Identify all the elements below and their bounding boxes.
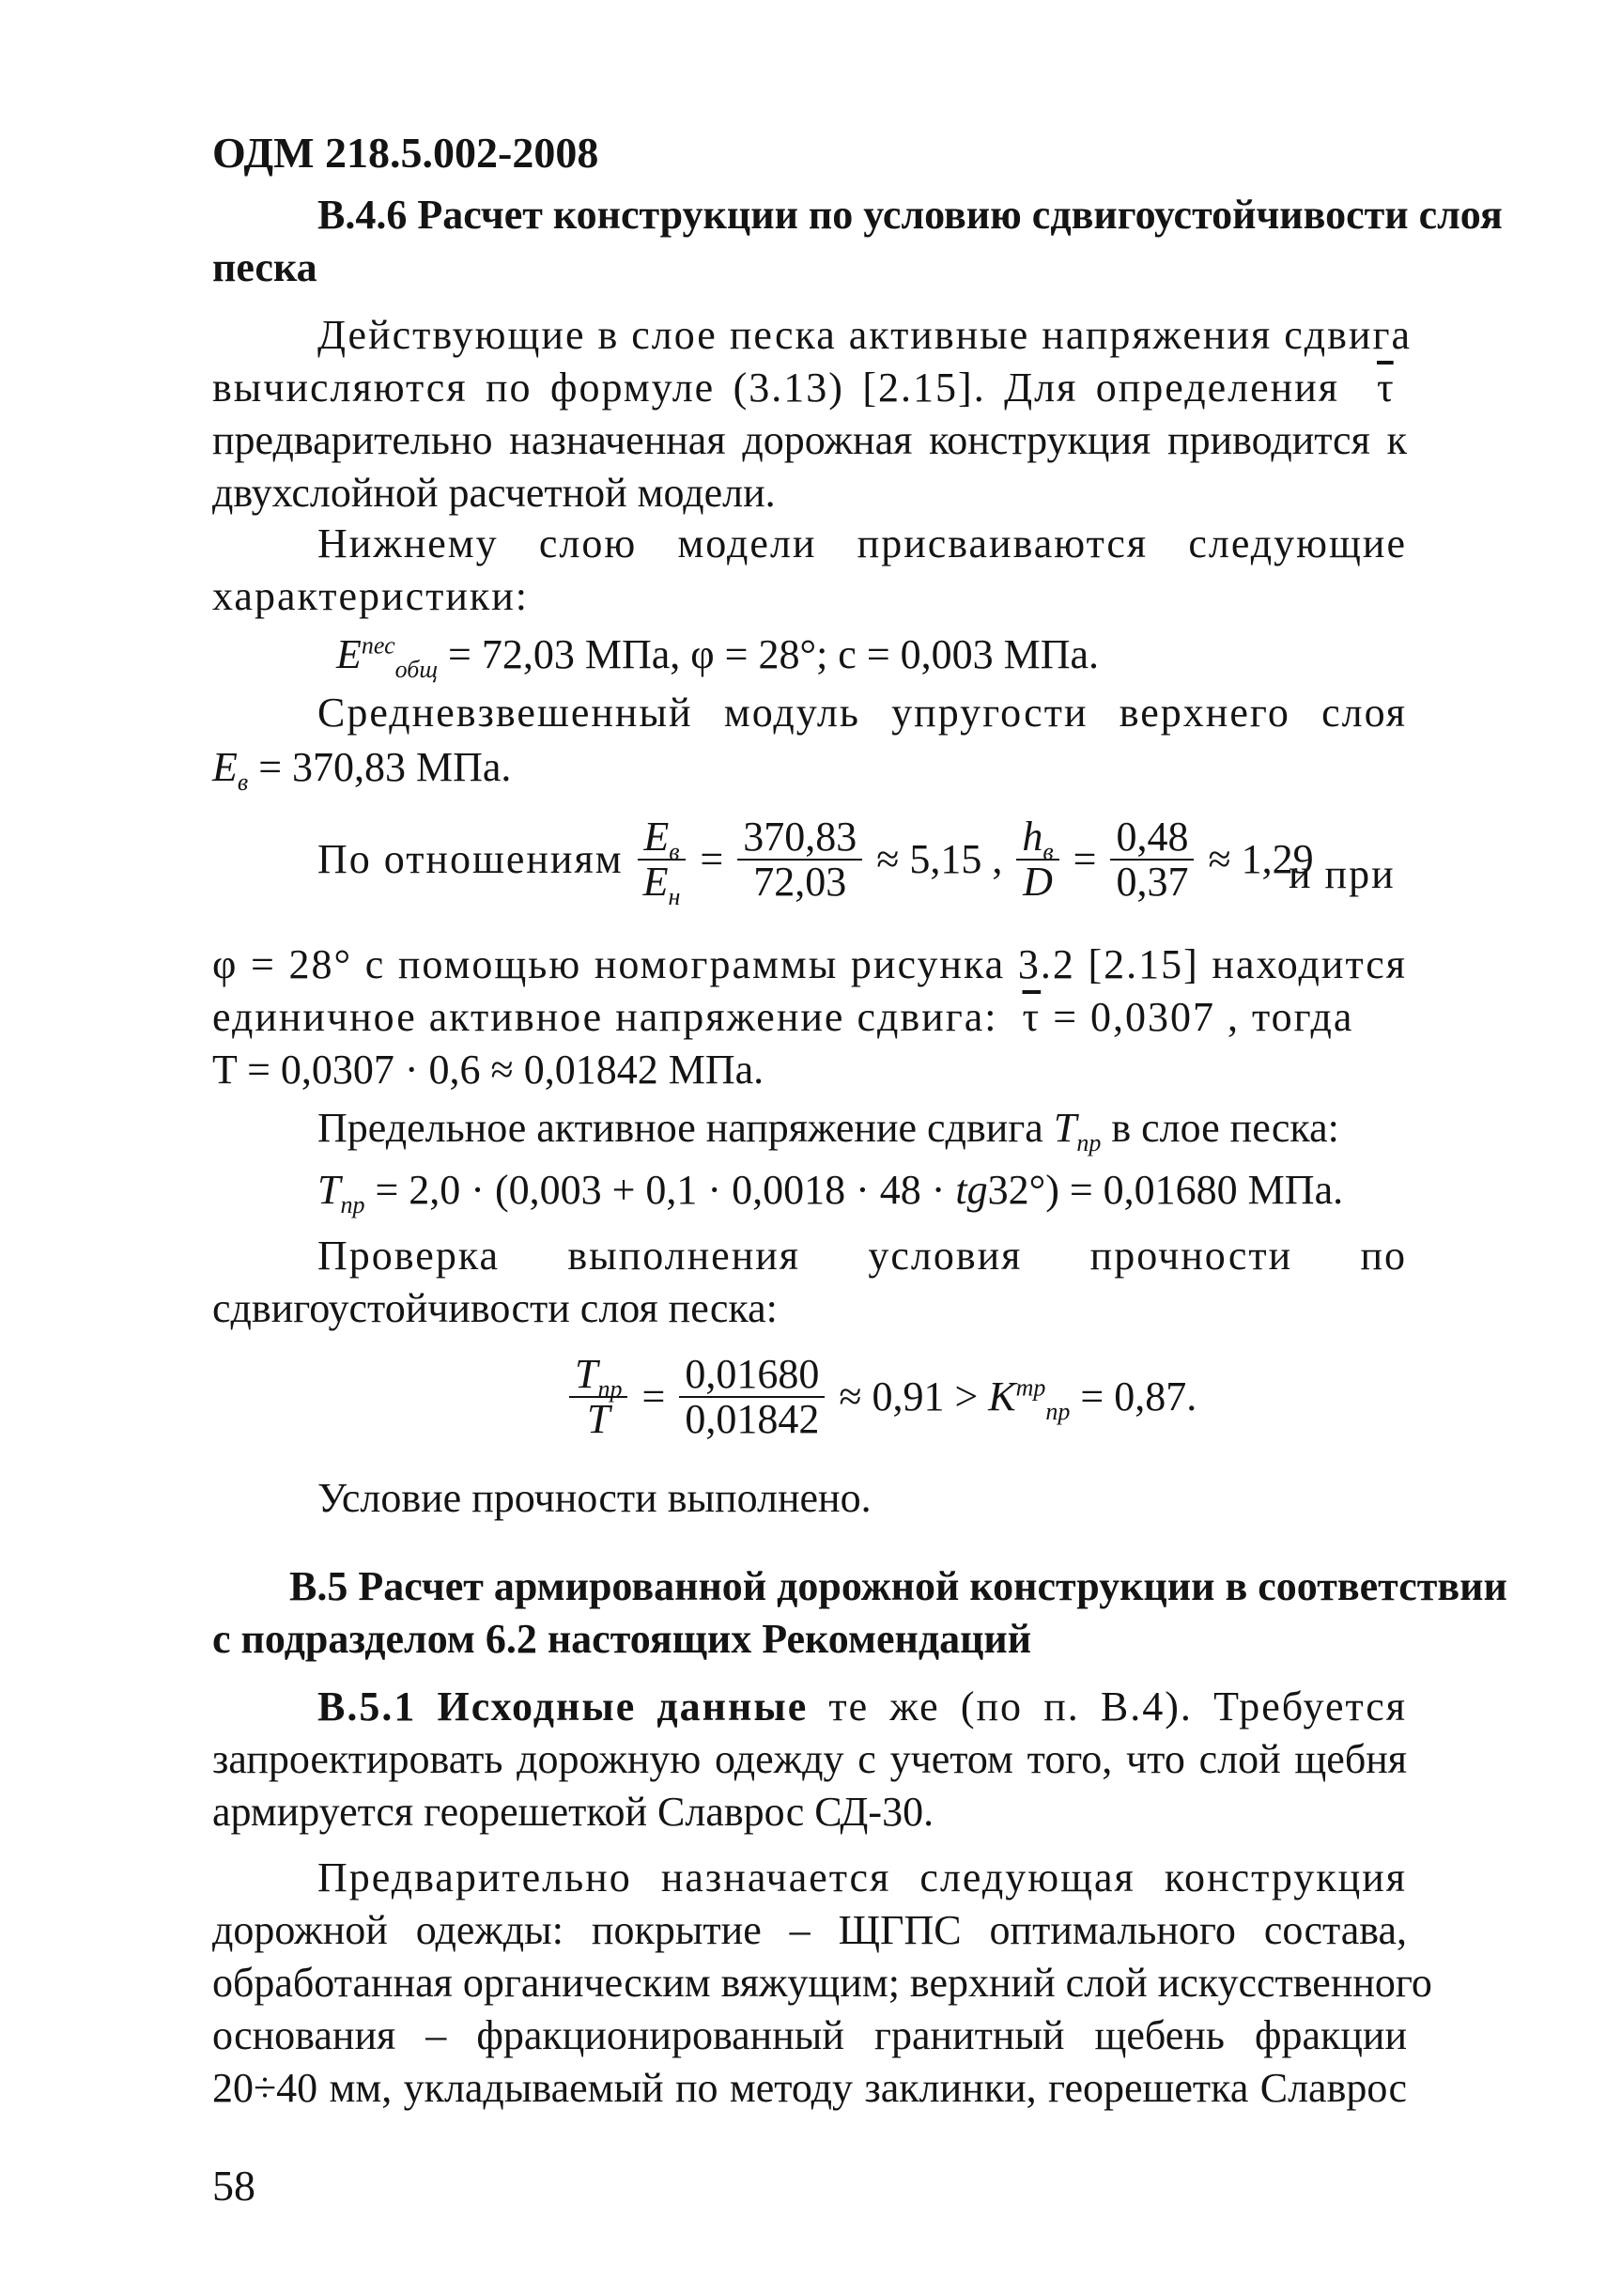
tau-symbol: $\overline{\tau}$ [1377, 365, 1394, 411]
paragraph-line: характеристики: [212, 573, 530, 619]
paragraph-line: Средневзвешенный модуль упругости верхнего слоя [317, 690, 1407, 736]
paragraph-line: сдвигоустойчивости слоя песка: [212, 1285, 778, 1331]
section-heading-b5: В.5 Расчет армированной дорожной конструкции в соответствии [289, 1563, 1507, 1609]
paragraph-line: Условие прочности выполнено. [317, 1475, 872, 1521]
equation-e-obsch: $E^{пес}_{общ} = 72,03$ МПа, φ = 28°; c = 0,003 МПа. [336, 631, 1100, 683]
paragraph-line: дорожной одежды: покрытие – ЩГПС оптимального состава, [212, 1907, 1407, 1953]
paragraph-line: Проверка выполнения условия прочности по [317, 1233, 1407, 1279]
doc-code: ОДМ 218.5.002-2008 [212, 129, 599, 177]
paragraph-line: двухслойной расчетной модели. [212, 470, 776, 516]
equation-e-v: $E_в = 370,83$ МПа. [212, 744, 512, 796]
paragraph-line: вычисляются по формуле (3.13) [2.15]. Для определения [212, 365, 1339, 411]
paragraph-line: предварительно назначенная дорожная конструкция приводится к [212, 417, 1407, 463]
paragraph-line: обработанная органическим вяжущим; верхний слой искусственного [212, 1960, 1432, 2006]
ratio-equation: По отношениям $\frac{E_в}{E_н}$ = $\frac{370,83}{72,03}$ ≈ 5,15 , $\frac{h_в}{D}$ = $\frac{0,48}{0,37}$ ≈ 1,29 [317, 814, 1314, 910]
paragraph-line: Действующие в слое песка активные напряжения сдвига [317, 312, 1413, 358]
equation-t-pr: $T_{пр} = 2,0 \cdot (0,003 + 0,1 \cdot 0,0018 \cdot 48 \cdot tg32^\circ) = 0,01680$ МПа. [317, 1167, 1344, 1218]
section-heading-b46-cont: песка [212, 244, 317, 290]
section-heading-b46: В.4.6 Расчет конструкции по условию сдвигоустойчивости слоя [317, 192, 1503, 238]
ratio-tail: и при [1289, 851, 1396, 897]
paragraph-line-t-pr: Предельное активное напряжение сдвига $T_{пр}$ в слое песка: [317, 1105, 1339, 1156]
section-heading-b5-cont: с подразделом 6.2 настоящих Рекомендаций [212, 1616, 1032, 1662]
strength-check-equation: $\frac{T_{пр}}{T}$ = $\frac{0,01680}{0,01842}$ ≈ $0,91 > K^{тр}_{пр} = 0,87$. [565, 1353, 1197, 1466]
paragraph-line: основания – фракционированный гранитный щебень фракции [212, 2012, 1407, 2058]
paragraph-line: Нижнему слою модели присваиваются следующие [317, 520, 1407, 566]
paragraph-line: φ = 28° с помощью номограммы рисунка 3.2 [2.15] находится [212, 941, 1407, 987]
paragraph-line: T = 0,0307 · 0,6 ≈ 0,01842 МПа. [212, 1047, 764, 1093]
paragraph-line-b51: В.5.1 Исходные данные те же (по п. В.4). Требуется [317, 1683, 1407, 1730]
paragraph-line: запроектировать дорожную одежду с учетом того, что слой щебня [212, 1736, 1407, 1782]
page-number: 58 [212, 2162, 255, 2210]
paragraph-line: Предварительно назначается следующая конструкция [317, 1854, 1407, 1900]
paragraph-line: 20÷40 мм, укладываемый по методу заклинки, георешетка Славрос [212, 2065, 1407, 2111]
paragraph-line-tau: единичное активное напряжение сдвига: $\overline{\tau} = 0,0307$ , тогда [212, 994, 1354, 1040]
paragraph-line: армируется георешеткой Славрос СД-30. [212, 1789, 934, 1835]
